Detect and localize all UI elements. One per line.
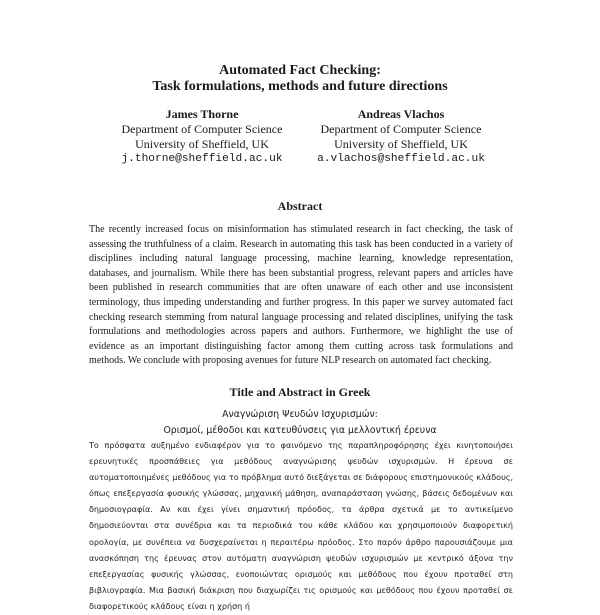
author-block-1: [87, 107, 317, 167]
author-department: Department of Computer Science: [320, 122, 482, 136]
author-email[interactable]: a.vlachos@sheffield.ac.uk: [317, 153, 485, 165]
paper-title-line2: Task formulations, methods and future directions: [152, 79, 448, 94]
greek-abstract-text: Το πρόσφατα αυξημένο ενδιαφέρον για το φαινόμενο της παραπληροφόρησης έχει κινητοποιήσει ερευνητικές προσπάθειες για μεθόδους αναγνώρισης ψευδών ισχυρισμών. Η έρευνα σε αυτοματοποιημένες μεθόδους για το πρόβλημα αυτό διεξάγεται σε διάφορους επιστημονικούς κλάδους, όπως επεξεργασία φυσικής γλώσσας, μηχανική μάθηση, αναπαράσταση γνώσης, βάσεις δεδομένων και δημοσιογραφία. Αν και έχει γίνει σημαντική πρόοδος, τα άρθρα σχετικά με το αντικείμενο δημοσιεύονται στα συνέδρια και τα περιοδικά του κάθε κλάδου και χρησιμοποιούν διαφορετική ορολογία, με συνέπεια να δυσχεραίνεται η περαιτέρω πρόοδος. Στο παρόν άρθρο παρουσιάζουμε μια ανασκόπηση της έρευνας στον αυτόματη αναγνώριση ψευδών ισχυρισμών με κεντρικό άξονα την επεξεργασίας φυσικής γλώσσας, ενοποιώντας ορισμούς και μεθόδους που έχουν προταθεί στη βιβλιογραφία. Μια βασική διάκριση που διαχωρίζει τις ορισμούς και μεθόδους που έχουν προταθεί σε διαφορετικούς κλάδους είναι η χρήση ή: [89, 441, 513, 611]
abstract-text: The recently increased focus on misinformation has stimulated research in fact checking, the task of assessing the truthfulness of a claim. Research in automating this task has been conducted in a variety of disciplines including natural language processing, machine learning, knowledge representation, databases, and journalism. While there has been substantial progress, relevant papers and articles have been published in research communities that are often unaware of each other and use inconsistent terminology, thus impeding understanding and further progress. In this paper we survey automated fact checking research stemming from natural language processing and related disciplines, unifying the task formulations and methodologies across papers and authors. Furthermore, we highlight the use of evidence as an important distinguishing factor among them cutting across task formulations and methods. We conclude with proposing avenues for future NLP research on automated fact checking.: [89, 224, 513, 367]
author-university: University of Sheffield, UK: [334, 137, 468, 151]
greek-title: [0, 407, 600, 438]
author-university: University of Sheffield, UK: [135, 137, 269, 151]
author-name: James Thorne: [165, 107, 239, 121]
author-email[interactable]: j.thorne@sheffield.ac.uk: [121, 153, 283, 165]
author-department: Department of Computer Science: [121, 122, 283, 136]
abstract-heading: Abstract: [277, 199, 323, 213]
greek-title-line1: Αναγνώριση Ψευδών Ισχυρισμών:: [222, 409, 378, 420]
author-name: Andreas Vlachos: [357, 107, 445, 121]
greek-section-heading: Title and Abstract in Greek: [229, 385, 371, 399]
paper-title-line1: Automated Fact Checking:: [219, 63, 381, 78]
author-block-2: [286, 107, 516, 167]
greek-title-line2: Ορισμοί, μέθοδοι και κατευθύνσεις για μελλοντική έρευνα: [163, 424, 437, 436]
